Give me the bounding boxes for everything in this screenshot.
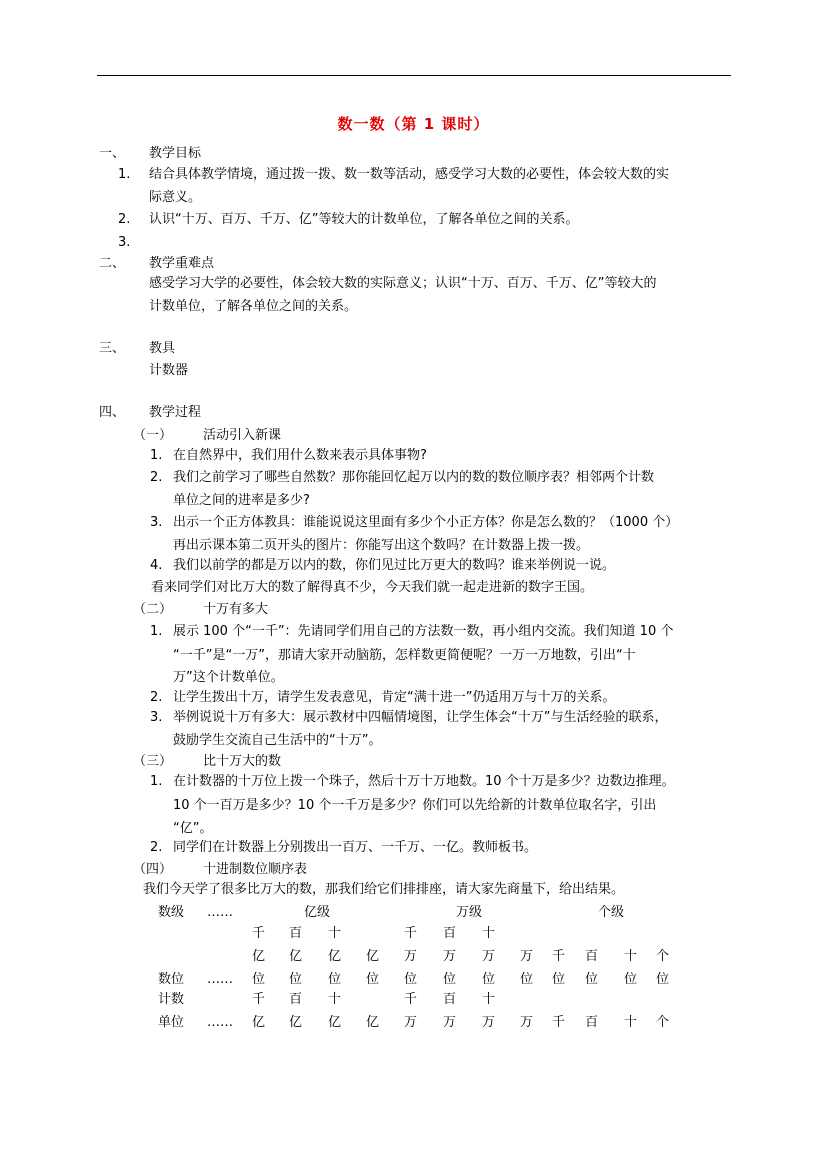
list-item-text: 际意义。: [149, 190, 202, 205]
table-cell: 万: [404, 949, 418, 964]
table-cell: 千: [404, 926, 418, 941]
list-number: 3.: [150, 710, 163, 725]
list-number: 1.: [118, 167, 131, 182]
list-number: 2.: [118, 212, 131, 227]
list-item-text: 10 个一百万是多少？10 个一千万是多少？你们可以先给新的计数单位取名字，引出: [173, 798, 657, 813]
table-cell: 亿: [366, 1015, 380, 1030]
table-cell: ……: [207, 905, 233, 920]
table-cell: 十: [482, 926, 496, 941]
table-cell: 万: [443, 1015, 457, 1030]
table-cell: 十: [624, 949, 638, 964]
table-cell: 百: [289, 926, 303, 941]
header-rule: [97, 75, 731, 76]
paragraph-line: 感受学习大学的必要性，体会较大数的实际意义；认识“十万、百万、千万、亿”等较大的: [149, 276, 657, 291]
section-number: 四、: [99, 405, 126, 420]
list-number: 1.: [150, 624, 163, 639]
table-cell: 数级: [158, 905, 185, 920]
paragraph-line: 计数器: [149, 363, 189, 378]
table-cell: 亿: [252, 1015, 266, 1030]
table-cell: 十: [328, 926, 342, 941]
table-cell: 位: [656, 972, 670, 987]
table-cell: 亿: [252, 949, 266, 964]
list-item-text: 出示一个正方体教具：谁能说说这里面有多少个小正方体？你是怎么数的？（1000 个）: [173, 515, 679, 530]
table-cell: 万: [443, 949, 457, 964]
list-item-text: 展示 100 个“一千”：先请同学们用自己的方法数一数，再小组内交流。我们知道 10 个: [173, 624, 674, 639]
list-number: 2.: [150, 470, 163, 485]
table-cell: 百: [585, 1015, 599, 1030]
table-cell: 千: [552, 1015, 566, 1030]
subsection-title: 十万有多大: [203, 602, 269, 617]
section-heading: 教学目标: [149, 146, 202, 161]
paragraph-line: 看来同学们对比万大的数了解得真不少，今天我们就一起走进新的数字王国。: [151, 580, 594, 595]
table-cell: 位: [552, 972, 566, 987]
list-item-text: 鼓励学生交流自己生活中的“十万”。: [173, 733, 382, 748]
list-item-text: “亿”。: [173, 821, 213, 836]
subsection-title: 十进制数位顺序表: [203, 862, 308, 877]
table-cell: 位: [624, 972, 638, 987]
list-item-text: “一千”是“一万”，那请大家开动脑筋，怎样数更简便呢？一万一万地数，引出“十: [173, 648, 636, 663]
list-number: 2.: [150, 690, 163, 705]
table-cell: 万: [520, 949, 534, 964]
table-cell: 万: [520, 1015, 534, 1030]
list-item-text: 同学们在计数器上分别拨出一百万、一千万、一亿。教师板书。: [173, 840, 538, 855]
list-number: 3.: [118, 235, 131, 250]
table-cell: 位: [404, 972, 418, 987]
table-cell: 十: [482, 992, 496, 1007]
list-item-text: 我们之前学习了哪些自然数？那你能回忆起万以内的数的数位顺序表？相邻两个计数: [173, 470, 655, 485]
table-cell: 十: [328, 992, 342, 1007]
table-cell: 亿: [328, 1015, 342, 1030]
table-cell: 计数: [158, 992, 185, 1007]
table-cell: 千: [404, 992, 418, 1007]
subsection-title: 比十万大的数: [203, 754, 282, 769]
subsection-number: （四）: [133, 862, 173, 877]
section-number: 三、: [99, 341, 126, 356]
table-cell: 万: [404, 1015, 418, 1030]
table-cell: 千: [252, 926, 266, 941]
table-cell: 个: [656, 1015, 670, 1030]
table-cell: 位: [443, 972, 457, 987]
table-cell: 万级: [456, 905, 483, 920]
subsection-number: （二）: [133, 602, 173, 617]
list-item-text: 在计数器的十万位上拨一个珠子，然后十万十万地数。10 个十万是多少？边数边推理。: [173, 774, 675, 789]
table-cell: 亿: [289, 1015, 303, 1030]
table-cell: 位: [482, 972, 496, 987]
subsection-number: （三）: [133, 754, 173, 769]
table-cell: ……: [207, 1015, 233, 1030]
table-cell: 千: [252, 992, 266, 1007]
table-cell: 百: [443, 926, 457, 941]
list-number: 4.: [150, 558, 163, 573]
list-number: 1.: [150, 448, 163, 463]
table-cell: 百: [443, 992, 457, 1007]
paragraph-line: 计数单位，了解各单位之间的关系。: [149, 299, 358, 314]
section-heading: 教具: [149, 341, 176, 356]
list-item-text: 让学生拨出十万，请学生发表意见，肯定“满十进一”仍适用万与十万的关系。: [173, 690, 616, 705]
list-item-text: 在自然界中，我们用什么数来表示具体事物?: [173, 448, 427, 463]
table-cell: 十: [624, 1015, 638, 1030]
table-cell: 亿: [366, 949, 380, 964]
table-cell: 位: [289, 972, 303, 987]
subsection-number: （一）: [133, 428, 173, 443]
table-cell: 单位: [158, 1015, 185, 1030]
list-number: 3.: [150, 515, 163, 530]
section-number: 一、: [99, 146, 126, 161]
table-cell: 个级: [598, 905, 625, 920]
list-item-text: 我们以前学的都是万以内的数，你们见过比万更大的数吗？谁来举例说一说。: [173, 558, 616, 573]
table-cell: 百: [585, 949, 599, 964]
table-cell: 千: [552, 949, 566, 964]
table-cell: 数位: [158, 972, 185, 987]
section-number: 二、: [99, 256, 126, 271]
paragraph-line: 我们今天学了很多比万大的数，那我们给它们排排座，请大家先商量下，给出结果。: [143, 882, 625, 897]
table-cell: 位: [520, 972, 534, 987]
table-cell: 位: [252, 972, 266, 987]
table-cell: 百: [289, 992, 303, 1007]
list-item-text: 结合具体教学情境，通过拨一拨、数一数等活动，感受学习大数的必要性，体会较大数的实: [149, 167, 670, 182]
list-item-text: 再出示课本第二页开头的图片：你能写出这个数吗？在计数器上拨一拨。: [173, 538, 590, 553]
table-cell: 万: [482, 949, 496, 964]
table-cell: 亿级: [304, 905, 331, 920]
subsection-title: 活动引入新课: [203, 428, 282, 443]
list-number: 2.: [150, 840, 163, 855]
section-heading: 教学重难点: [149, 256, 215, 271]
table-cell: 万: [482, 1015, 496, 1030]
page-title: 数一数（第 1 课时）: [337, 115, 490, 133]
table-cell: 个: [656, 949, 670, 964]
table-cell: ……: [207, 972, 233, 987]
table-cell: 位: [328, 972, 342, 987]
list-item-text: 举例说说十万有多大：展示教材中四幅情境图，让学生体会“十万”与生活经验的联系，: [173, 710, 668, 725]
section-heading: 教学过程: [149, 405, 202, 420]
table-cell: 位: [366, 972, 380, 987]
list-number: 1.: [150, 774, 163, 789]
list-item-text: 认识“十万、百万、千万、亿”等较大的计数单位，了解各单位之间的关系。: [149, 212, 579, 227]
table-cell: 亿: [289, 949, 303, 964]
table-cell: 位: [585, 972, 599, 987]
list-item-text: 万”这个计数单位。: [173, 670, 284, 685]
list-item-text: 单位之间的进率是多少?: [173, 493, 310, 508]
table-cell: 亿: [328, 949, 342, 964]
